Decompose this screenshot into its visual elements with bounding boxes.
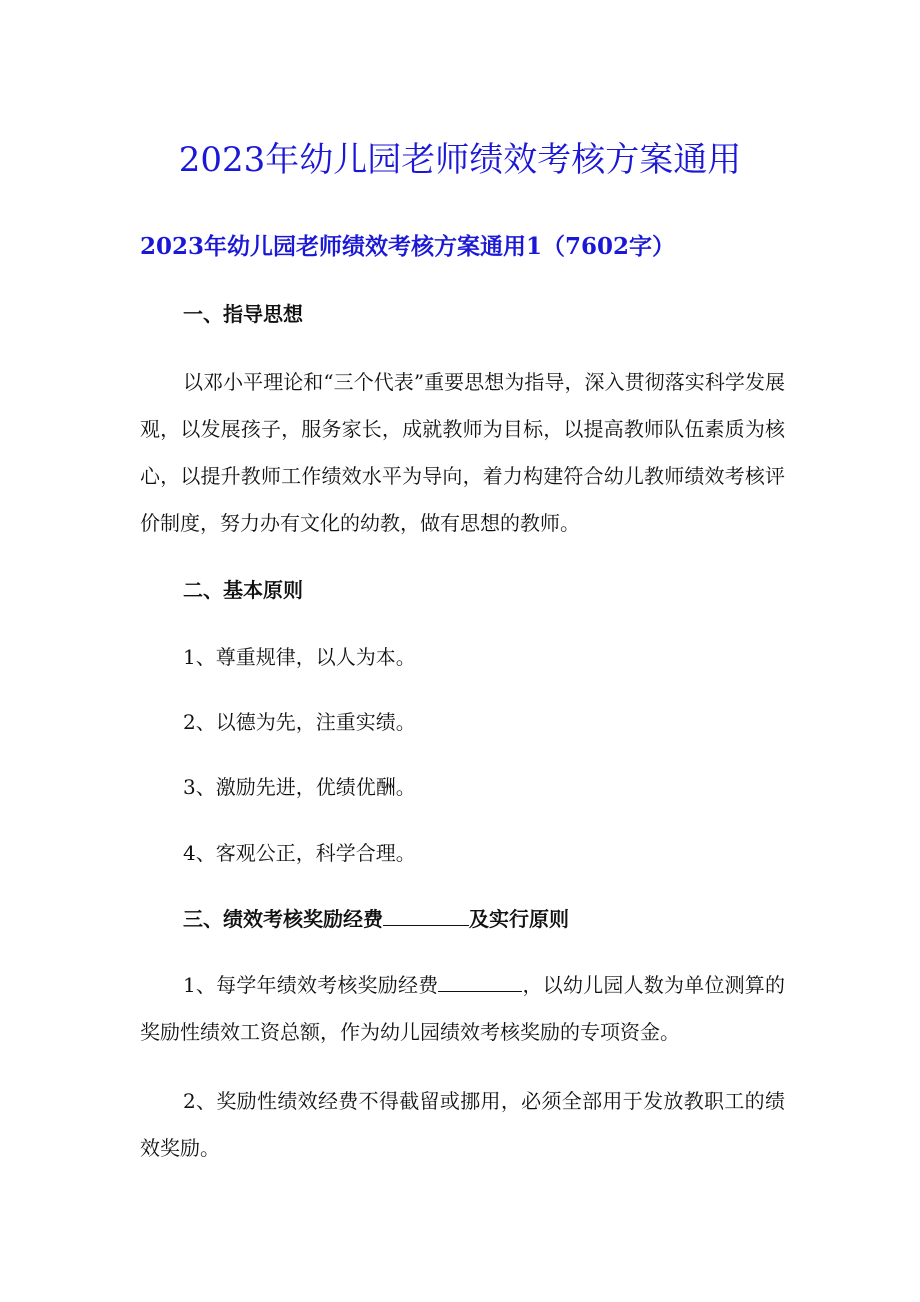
annual-funding-blank	[438, 971, 522, 992]
funding-paragraph-1-text-b: ，以幼儿园人数为单位测算的奖励性绩效工资总额，作为幼儿园绩效考核奖励的专项资金。	[140, 973, 785, 1044]
section-heading-funding	[183, 903, 569, 935]
principle-item-2: 2、以德为先，注重实绩。	[183, 710, 416, 734]
document-subtitle: 2023年幼儿园老师绩效考核方案通用1（7602字）	[140, 233, 676, 260]
funding-paragraph-1	[140, 962, 785, 1056]
principle-item-4: 4、客观公正，科学合理。	[183, 841, 416, 865]
section-heading-guiding-ideology: 一、指导思想	[183, 302, 303, 326]
document-title: 2023年幼儿园老师绩效考核方案通用	[178, 140, 742, 180]
section-heading-basic-principles: 二、基本原则	[183, 578, 303, 602]
funding-paragraph-2: 2、奖励性绩效经费不得截留或挪用，必须全部用于发放教职工的绩效奖励。	[140, 1089, 785, 1160]
principle-item-3: 3、激励先进，优绩优酬。	[183, 775, 416, 799]
funding-amount-blank	[383, 905, 469, 926]
guiding-ideology-paragraph: 以邓小平理论和“三个代表”重要思想为指导，深入贯彻落实科学发展观，以发展孩子，服务家长，成就教师为目标，以提高教师队伍素质为核心，以提升教师工作绩效水平为导向，着力构建符合幼儿教师绩效考核评价制度，努力办有文化的幼教，做有思想的教师。	[140, 370, 785, 535]
funding-paragraph-1-text-a: 1、每学年绩效考核奖励经费	[183, 973, 439, 997]
funding-heading-text-1: 三、绩效考核奖励经费	[183, 907, 383, 931]
principle-item-1: 1、尊重规律，以人为本。	[183, 645, 416, 669]
funding-heading-text-2: 及实行原则	[469, 907, 569, 931]
